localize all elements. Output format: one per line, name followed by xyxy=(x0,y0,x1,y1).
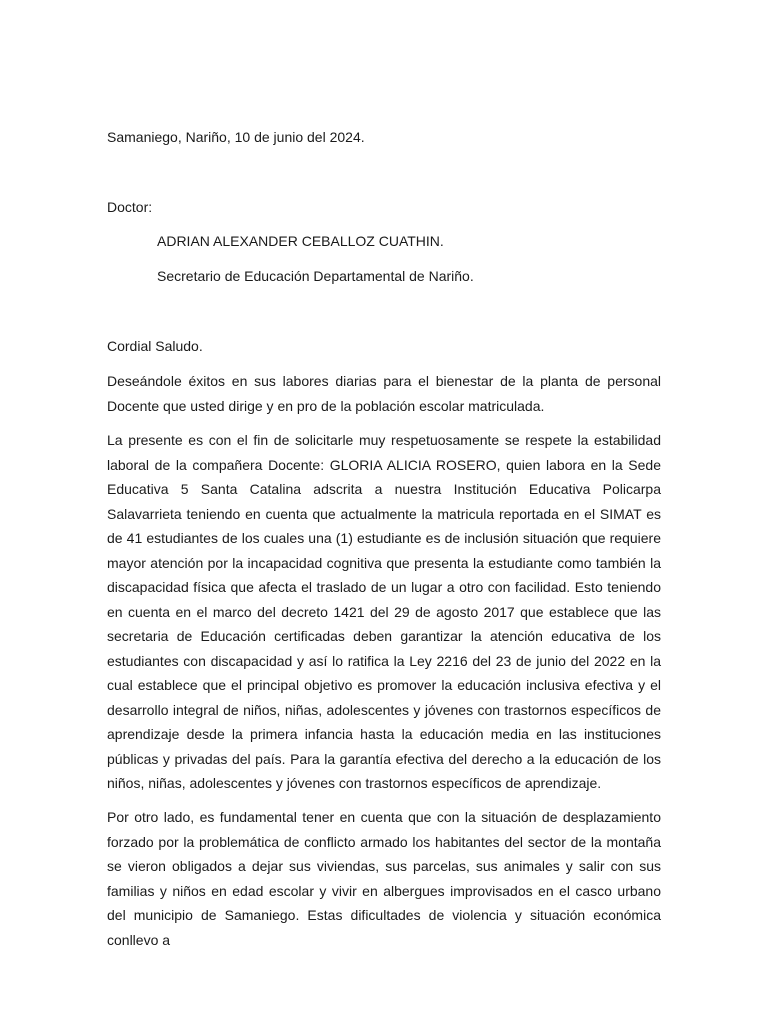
paragraph-1-text: Deseándole éxitos en sus labores diarias para el bienestar de la planta de personal Docente que usted dirige y en pro de la población escolar matriculada. xyxy=(107,373,661,414)
date-line: Samaniego, Nariño, 10 de junio del 2024. xyxy=(107,129,365,145)
recipient-position: Secretario de Educación Departamental de Nariño. xyxy=(157,268,474,284)
paragraph-2-text: La presente es con el fin de solicitarle muy respetuosamente se respete la estabilidad laboral de la compañera Docente: GLORIA ALICIA ROSERO, quien labora en la Sede Educativa 5 Santa Catalina adscrita a nuestra Institución Educativa Policarpa Salavarrieta teniendo en cuenta que actualmente la matricula reportada en el SIMAT es de 41 estudiantes de los cuales una (1) estudiante es de inclusión situación que requiere mayor atención por la incapacidad cognitiva que presenta la estudiante como también la discapacidad física que afecta el traslado de un lugar a otro con facilidad. Esto teniendo en cuenta en el marco del decreto 1421 del 29 de agosto 2017 que establece que las secretaria de Educación certificadas deben garantizar la atención educativa de los estudiantes con discapacidad y así lo ratifica la Ley 2216 del 23 de junio del 2022 en la cual establece que el principal objetivo es promover la educación inclusiva efectiva y el desarrollo integral de niños, niñas, adolescentes y jóvenes con trastornos específicos de aprendizaje desde la primera infancia hasta la educación media en las instituciones públicas y privadas del país. Para la garantía efectiva del derecho a la educación de los niños, niñas, adolescentes y jóvenes con trastornos específicos de aprendizaje. xyxy=(107,432,661,791)
recipient-name: ADRIAN ALEXANDER CEBALLOZ CUATHIN. xyxy=(157,233,444,249)
greeting: Cordial Saludo. xyxy=(107,338,203,354)
paragraph-3 xyxy=(107,805,661,952)
salutation-title: Doctor: xyxy=(107,199,153,215)
paragraph-3-text: Por otro lado, es fundamental tener en cuenta que con la situación de desplazamiento forzado por la problemática de conflicto armado los habitantes del sector de la montaña se vieron obligados a dejar sus viviendas, sus parcelas, sus animales y salir con sus familias y niños en edad escolar y vivir en albergues improvisados en el casco urbano del municipio de Samaniego. Estas dificultades de violencia y situación económica conllevo a xyxy=(107,809,661,948)
paragraph-1 xyxy=(107,369,661,418)
paragraph-2 xyxy=(107,428,661,796)
